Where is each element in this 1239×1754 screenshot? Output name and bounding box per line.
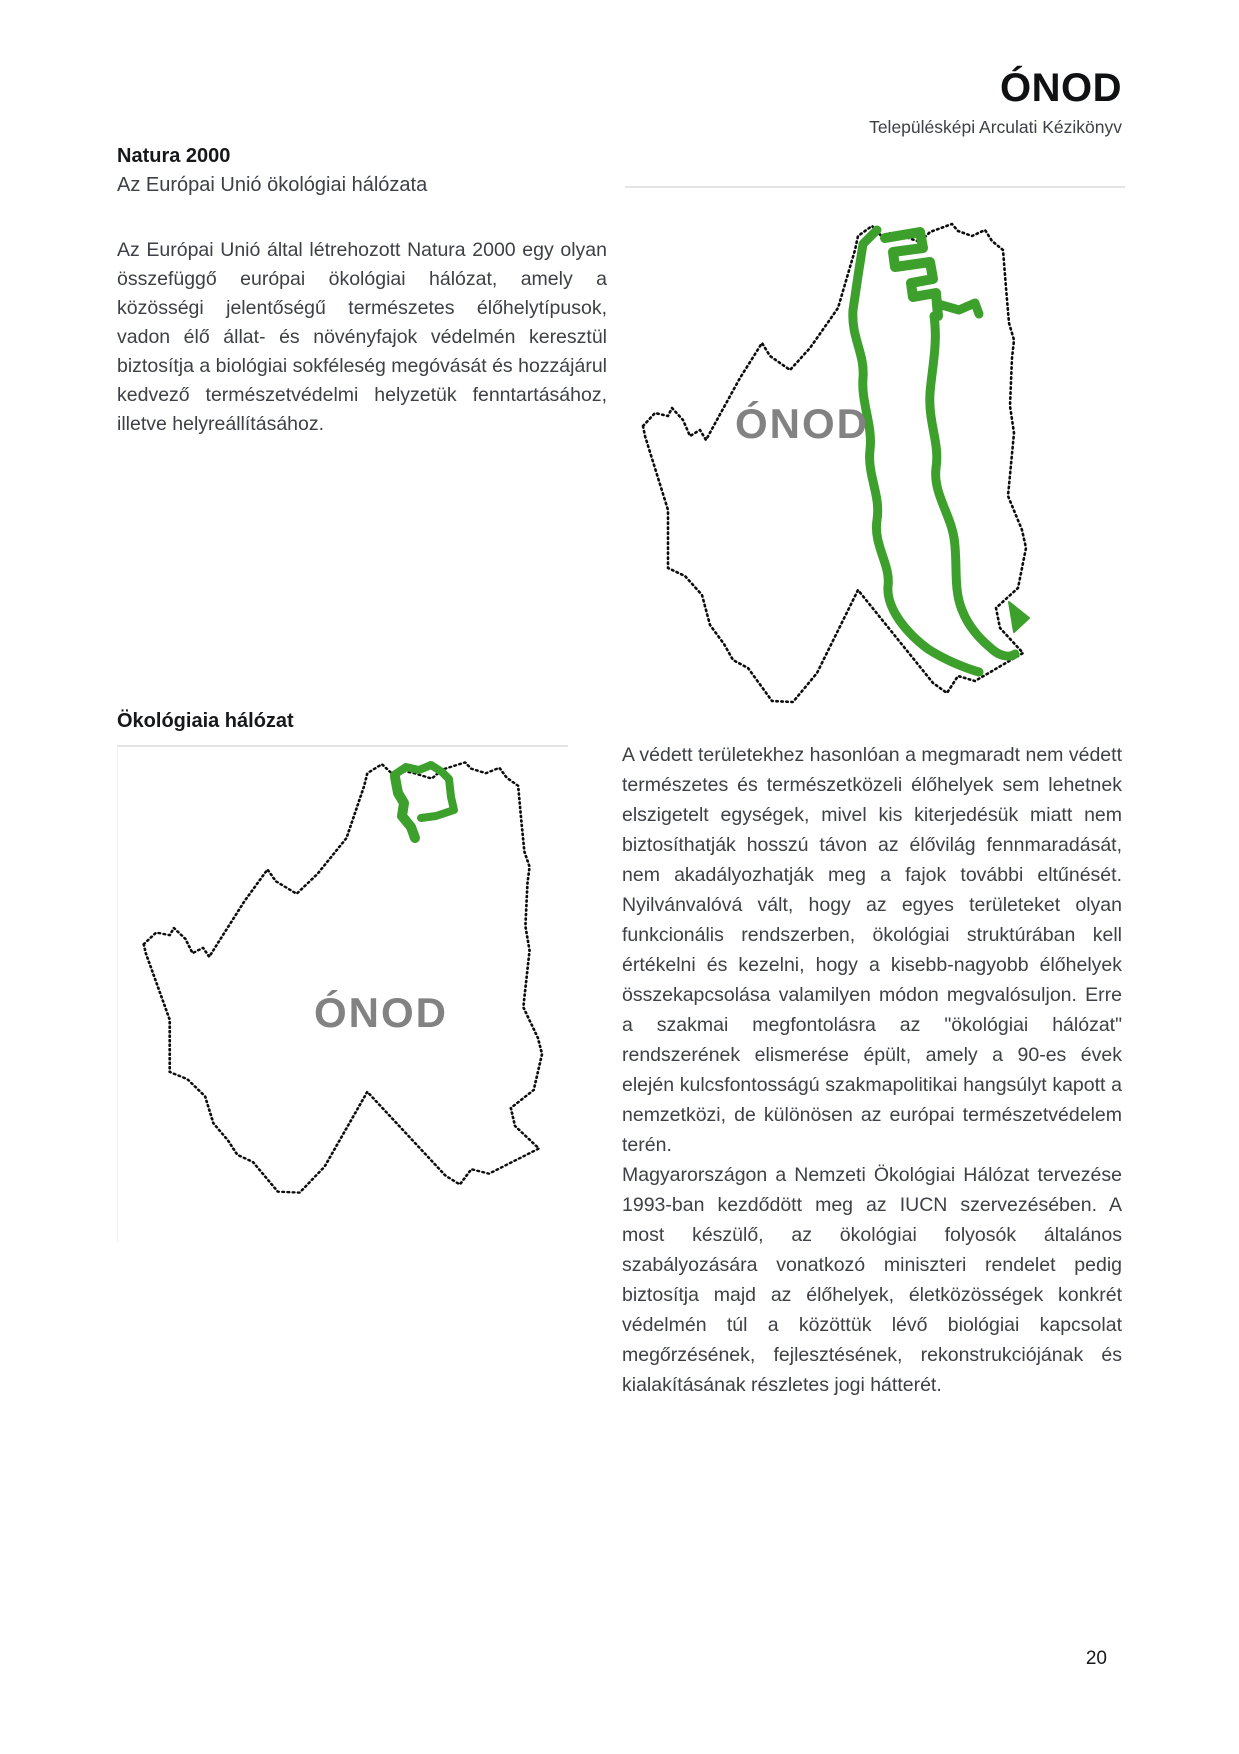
municipality-boundary [144,762,542,1192]
natura2000-map-graphic [625,188,1125,708]
map2-town-label: ÓNOD [314,989,448,1036]
header-title: ÓNOD [1000,66,1122,110]
natura-spur-north [938,303,979,314]
map1-town-label: ÓNOD [735,400,869,447]
section2-heading: Ökológiaia hálózat [117,710,294,732]
natura-areas [853,230,1029,672]
section2-paragraph-2: Magyarországon a Nemzeti Ökológiai Hálózat tervezése 1993-ban kezdődött meg az IUCN szervezésében. A most készülő, az ökológiai folyosók általános szabályozására vonatkozó miniszteri rendelet pedig biztosítja majd az élőhelyek, életközösségek konkrét védelmén túl a közöttük lévő biológiai kapcsolat megőrzésének, fejlesztésének, rekonstrukciójának és kialakításának részletes jogi hátterét. [622,1164,1122,1396]
section2-text-column [622,740,1122,1400]
natura-zigzag-north [885,232,938,316]
section1-paragraph: Az Európai Unió által létrehozott Natura 2000 egy olyan összefüggő európai ökológiai hálózat, amely a közösségi jelentőségű természetes élőhelytípusok, vadon élő állat- és növényfajok védelmén keresztül biztosítja a biológiai sokféleség megóvását és hozzájárul kedvező természetvédelmi helyzetük fenntartásához, illetve helyreállításához. [117,239,607,435]
natura2000-map [625,186,1125,708]
section1-heading: Natura 2000 [117,145,231,167]
eco-area-blob [395,777,415,838]
header-subtitle: Településképi Arculati Kézikönyv [869,117,1122,137]
ecological-network-map [117,745,568,1242]
section1-subheading: Az Európai Unió ökológiai hálózata [117,174,428,196]
page-number: 20 [1085,1648,1107,1669]
ecological-network-map-graphic [118,747,568,1242]
page-header [869,68,1122,138]
natura-corridor-east [930,316,1015,656]
natura-wedge-east [1009,602,1029,632]
section2-paragraph-1: A védett területekhez hasonlóan a megmaradt nem védett természetes és természetközeli élőhelyek sem lehetnek elszigetelt egységek, mivel kis kiterjedésük miatt nem biztosíthatják hosszú távon az élővilág fennmaradását, nem akadályozhatják meg a fajok további eltűnését. Nyilvánvalóvá vált, hogy az egyes területeket olyan funkcionális rendszerben, ökológiai struktúrában kell értékelni és kezelni, hogy a kisebb-nagyobb élőhelyek összekapcsolása valamilyen módon megvalósuljon. Erre a szakmai megfontolásra az "ökológiai hálózat" rendszerének elismerése épült, amely a 90-es évek elején kulcsfontosságú szakmapolitikai hangsúlyt kapott a nemzetközi, de különösen az európai természetvédelem terén. [622,744,1122,1156]
